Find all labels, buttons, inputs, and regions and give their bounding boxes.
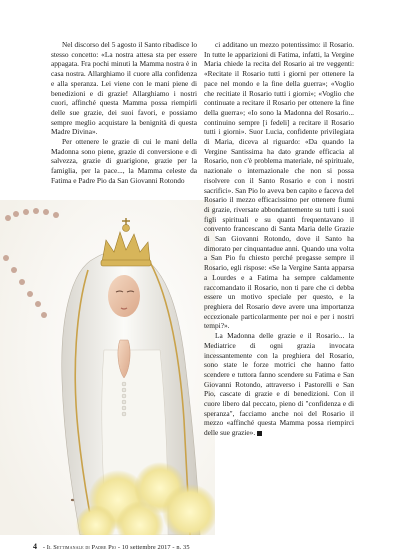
right-paragraph-1: ci additano un mezzo potentissimo: il Rosario. In tutte le apparizioni di Fatima, infatti, la Vergine Maria chiede la recita del Rosario ai tre veggenti: «Recitate il Rosario tutti i giorni per ottenere la pace nel mondo e la fine della guerra»; «Voglio che recitiate il Rosario tutti i giorni»; «Voglio che continuate a recitare il Rosario per ottenere la fine della guerra»; «Io sono la Madonna del Rosario... continuino sempre [i fedeli] a recitare il Rosario tutti i giorni». Suor Lucia, confidente privilegiata di Maria, diceva al riguardo: «Da quando la Vergine Santissima ha dato grande efficacia al Rosario, non c'è problema materiale, né spirituale, nazionale o internazionale che non si possa risolvere con il Santo Rosario e con i nostri sacrifici». San Pio lo aveva ben capito e faceva del Rosario il mezzo efficacissimo per ottenere fiumi di grazie, riversate abbondantemente su tutti i suoi figli spirituali e su quanti frequentavano il convento francescano di Santa Maria delle Grazie di San Giovanni Rotondo, dove il Santo ha dimorato per cinquantadue anni. Quando una volta a San Pio fu chiesto perché pregasse sempre il Rosario, egli rispose: «Se la Vergine Santa apparsa a Lourdes e a Fatima ha sempre caldamente raccomandato il Rosario, non ti pare che ci debba essere un motivo speciale per questo, e la preghiera del Rosario deve avere una importanza eccezionale particolarmente per noi e per i nostri tempi?». (204, 40, 354, 331)
left-paragraph-1: Nel discorso del 5 agosto il Santo ribadisce lo stesso concetto: «La nostra attesa sta per essere appagata. Fra pochi minuti la Mamma nostra è in casa nostra. Allarghiamo il cuore alla confidenza e alla speranza. Lei viene con le mani piene di benedizioni e di grazie! Allarghiamo i nostri cuori, affinché questa Mamma possa riempirli delle sue grazie, dei suoi favori, e possiamo sempre meglio acquistare la benignità di questa Madre Divina». (51, 40, 197, 137)
left-paragraph-2: Per ottenere le grazie di cui le mani della Madonna sono piene, grazie di conversione e di salvezza, grazie di guarigione, grazie per la famiglia, per la pace..., la Mamma celeste da Fatima e Padre Pio da San Giovanni Rotondo (51, 137, 197, 185)
page-number: 4 (33, 542, 38, 551)
square-end-mark-icon (257, 431, 262, 436)
publication-name: Il Settimanale di Padre Pio (46, 544, 117, 551)
right-paragraph-2-text: La Madonna delle grazie e il Rosario... la Mediatrice di ogni grazia invocata incessantemente con la preghiera del Rosario, sono state le forze motrici che hanno fatto scendere e tuttora fanno scendere su Fatima e San Giovanni Rotondo, attraverso i Pastorelli e San Pio, cascate di grazie e di benedizioni. Con il cuore libero dal peccato, pieno di "confidenza e di speranza", facciamo anche noi del Rosario il mezzo «affinché questa Mamma possa riempirci delle sue grazie». (204, 331, 354, 438)
madonna-fatima-photo (0, 200, 215, 535)
page-footer (33, 540, 363, 554)
issue-info: - 10 settembre 2017 - n. 35 (117, 544, 190, 551)
right-paragraph-2 (204, 331, 354, 438)
right-column (204, 40, 354, 438)
left-column (51, 40, 197, 186)
footer-separator: - (42, 544, 46, 551)
